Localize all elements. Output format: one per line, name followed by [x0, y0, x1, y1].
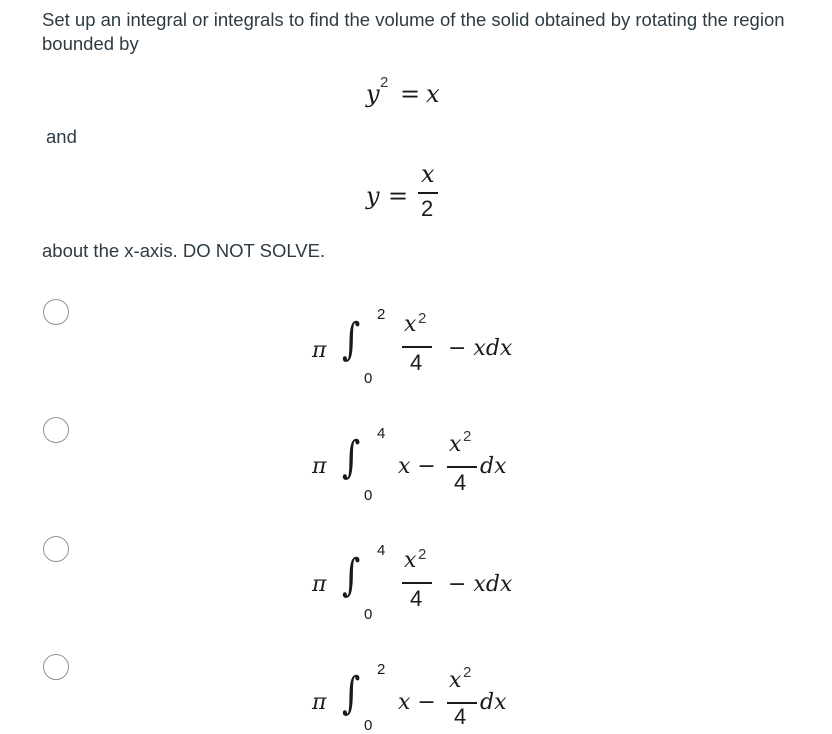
option-3-radio[interactable] [43, 536, 69, 562]
fraction-bar [402, 582, 432, 584]
fraction-bar [402, 346, 432, 348]
pi-symbol: π [312, 572, 327, 597]
integral-sign-icon: ∫ [342, 432, 361, 483]
integral-sign-icon: ∫ [342, 668, 361, 719]
fraction-denominator: 4 [410, 586, 423, 611]
fraction-exponent: 2 [463, 428, 472, 445]
upper-limit: 4 [377, 542, 386, 559]
integral-sign-icon: ∫ [342, 550, 361, 601]
eq1-lhs: y [366, 80, 380, 108]
eq1-exponent: 2 [380, 74, 389, 91]
eq2-denominator: 2 [421, 196, 434, 221]
fraction-exponent: 2 [463, 664, 472, 681]
integrand-first-term: x − [398, 690, 436, 715]
question-prompt: Set up an integral or integrals to find the volume of the solid obtained by rotating the region bounded by [42, 9, 785, 54]
pi-symbol: π [312, 690, 327, 715]
lower-limit: 0 [364, 606, 373, 623]
fraction-numerator: x [404, 548, 417, 573]
pi-symbol: π [312, 454, 327, 479]
upper-limit: 2 [377, 661, 386, 678]
lower-limit: 0 [364, 370, 373, 387]
fraction-denominator: 4 [410, 350, 423, 375]
connector-and: and [46, 126, 77, 147]
fraction-bar [447, 466, 477, 468]
eq2-equals: = [388, 182, 409, 210]
upper-limit: 2 [377, 306, 386, 323]
integrand-first-term: x − [398, 454, 436, 479]
integrand-rest: dx [480, 690, 507, 715]
integrand-rest: − xdx [448, 336, 513, 361]
eq1-rhs: x [426, 80, 440, 108]
eq2-lhs: y [366, 182, 380, 210]
lower-limit: 0 [364, 487, 373, 504]
fraction-numerator: x [404, 312, 417, 337]
fraction-denominator: 4 [454, 470, 467, 495]
eq2-numerator: x [421, 160, 435, 188]
integrand-rest: dx [480, 454, 507, 479]
eq2-fraction-bar [418, 192, 438, 194]
integral-sign-icon: ∫ [342, 314, 361, 365]
option-2-radio[interactable] [43, 417, 69, 443]
option-1-radio[interactable] [43, 299, 69, 325]
fraction-exponent: 2 [418, 546, 427, 563]
fraction-numerator: x [449, 668, 462, 693]
lower-limit: 0 [364, 717, 373, 734]
upper-limit: 4 [377, 425, 386, 442]
fraction-numerator: x [449, 432, 462, 457]
fraction-denominator: 4 [454, 704, 467, 729]
option-4-radio[interactable] [43, 654, 69, 680]
closing-text: about the x-axis. DO NOT SOLVE. [42, 240, 326, 261]
integrand-rest: − xdx [448, 572, 513, 597]
fraction-exponent: 2 [418, 310, 427, 327]
eq1-equals: = [400, 80, 421, 108]
pi-symbol: π [312, 338, 327, 363]
